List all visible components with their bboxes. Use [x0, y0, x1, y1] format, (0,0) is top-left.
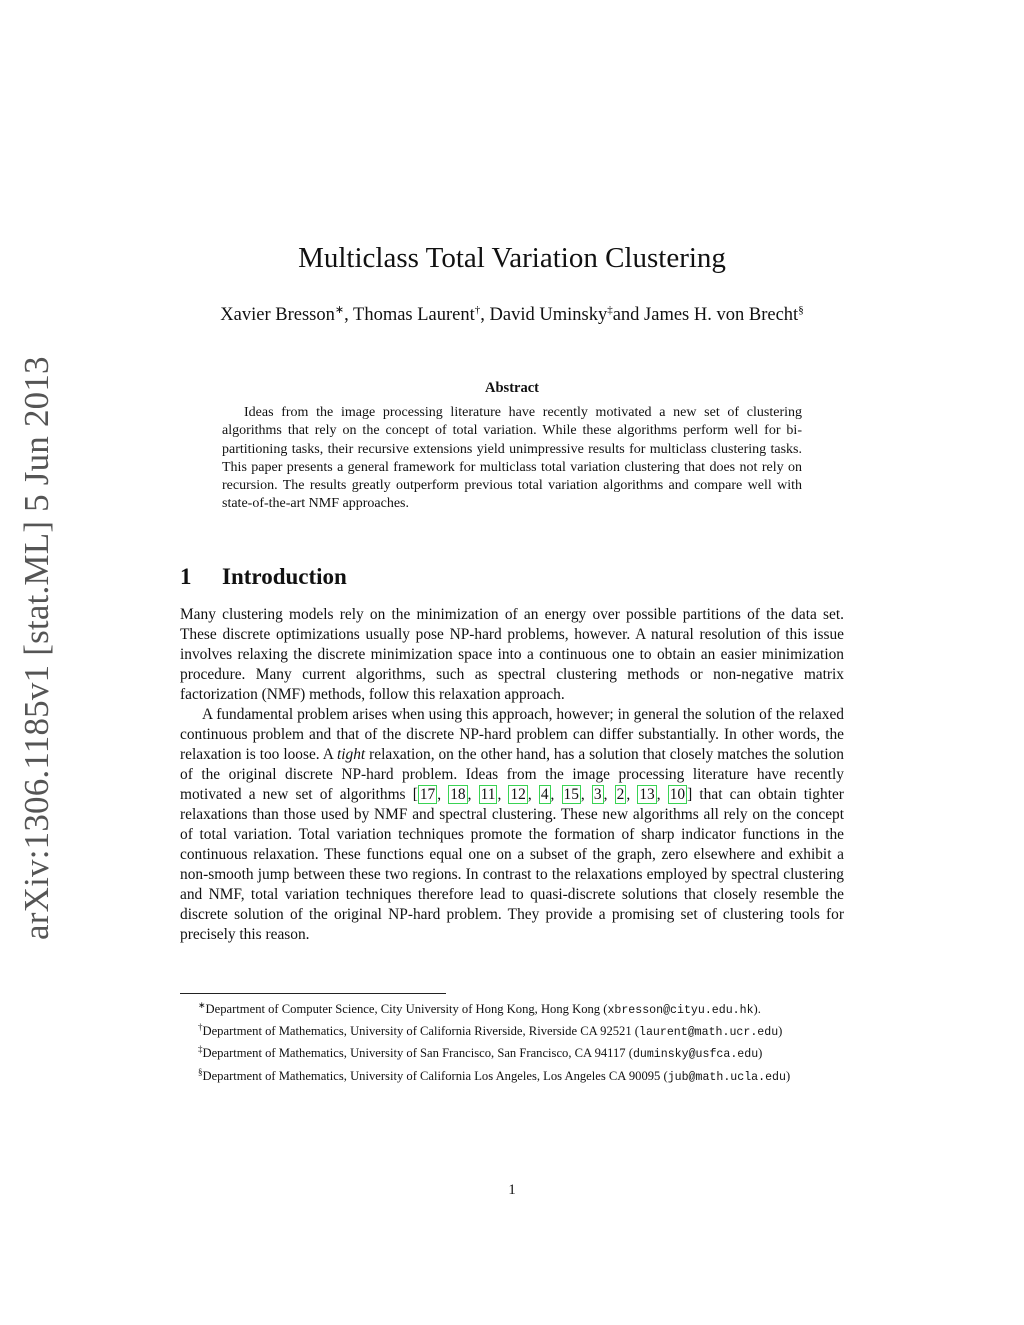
- footnote-tail: ): [758, 1046, 763, 1061]
- emphasis-text: tight: [336, 746, 366, 763]
- footnote-rule: [180, 993, 446, 994]
- paragraph-text: that can obtain tighter relaxations than those used by NMF and spectral clustering. These new algorithms all rely on the concept of total variation. Total variation techniques promote the formation of sharp indicator functions in the continuous relaxation. These functions equal one on a subset of the graph, zero elsewhere and exhibit a non-smooth jump between these two regions. In contrast to the relaxations employed by spectral clustering and NMF, total variation techniques therefore lead to quasi-discrete solutions that closely resemble the discrete solution of the original NP-hard problem. They provide a promising set of clustering tools for precisely this reason.: [180, 786, 844, 943]
- footnote-mark[interactable]: ‡: [607, 304, 613, 316]
- author-name: Xavier Bresson: [220, 305, 335, 325]
- introduction-body: [180, 605, 844, 945]
- citation-link[interactable]: 11: [480, 786, 496, 803]
- footnote-mark[interactable]: ∗: [334, 304, 345, 316]
- citation-bracket: ]: [687, 786, 693, 803]
- citation-link[interactable]: 15: [563, 786, 579, 803]
- email-link[interactable]: xbresson@cityu.edu.hk: [607, 1004, 754, 1017]
- paragraph: [180, 705, 844, 945]
- footnote-mark[interactable]: §: [798, 304, 804, 316]
- footnotes: [180, 997, 844, 1086]
- paragraph-text: relaxation, on the other hand, has a solution that closely matches the solution of the original discrete NP-hard problem. Ideas from the image processing literature have recently motivated a new set of algorithms: [180, 746, 844, 803]
- footnote-mark[interactable]: †: [474, 304, 481, 316]
- footnote: [180, 1019, 844, 1041]
- author-name: Thomas Laurent: [353, 305, 475, 325]
- citation-bracket: [: [412, 786, 418, 803]
- author-name: David Uminsky: [489, 305, 608, 325]
- section-heading: [180, 562, 347, 592]
- author-separator: ,: [480, 305, 490, 325]
- citation-separator: ,: [656, 786, 668, 803]
- email-link[interactable]: jub@math.ucla.edu: [667, 1070, 786, 1084]
- footnote: [180, 1064, 844, 1086]
- citation-link[interactable]: 3: [593, 786, 602, 803]
- citation-link[interactable]: 13: [639, 786, 655, 803]
- footnote: [180, 997, 844, 1019]
- section-number: 1: [180, 564, 192, 589]
- citation-link[interactable]: 17: [419, 786, 436, 803]
- email-link[interactable]: laurent@math.ucr.edu: [639, 1026, 779, 1040]
- paper-title: Multiclass Total Variation Clustering: [298, 242, 726, 274]
- footnote-tail: ): [778, 1024, 783, 1039]
- citation-link[interactable]: 4: [540, 786, 549, 803]
- page-number: 1: [508, 1182, 516, 1198]
- citation-group: [413, 785, 693, 804]
- author-separator: and: [612, 305, 645, 325]
- footnote-text: Department of Computer Science, City University of Hong Kong, Hong Kong (: [205, 1002, 608, 1016]
- email-link[interactable]: duminsky@usfca.edu: [632, 1048, 759, 1062]
- author-name: James H. von Brecht: [644, 305, 799, 325]
- citation-separator: ,: [527, 786, 539, 803]
- footnote-mark: §: [198, 1066, 203, 1077]
- citation-separator: ,: [580, 786, 592, 803]
- footnote-tail: ): [785, 1068, 791, 1083]
- footnote-text: Department of Mathematics, University of San Francisco, San Francisco, CA 94117 (: [202, 1046, 633, 1061]
- citation-separator: ,: [626, 786, 638, 803]
- citation-link[interactable]: 18: [450, 786, 466, 803]
- citation-link[interactable]: 2: [616, 786, 625, 803]
- author-separator: ,: [344, 305, 354, 325]
- footnote-text: Department of Mathematics, University of California Los Angeles, Los Angeles CA 90095 (: [202, 1068, 668, 1083]
- abstract-heading: Abstract: [485, 380, 539, 396]
- abstract-text: Ideas from the image processing literature have recently motivated a new set of clustering algorithms that rely on the concept of total variation. While these algorithms perform well for bi-partitioning tasks, their recursive extensions yield unimpressive results for multiclass clustering tasks. This paper presents a general framework for multiclass total variation clustering that does not rely on recursion. The results greatly outperform previous total variation algorithms and compare well with state-of-the-art NMF approaches.: [222, 405, 802, 512]
- citation-separator: ,: [437, 786, 449, 803]
- paragraph-text: A fundamental problem arises when using this approach, however; in general the solution of the relaxed continuous problem and that of the discrete NP-hard problem can differ substantially. In other words, the relaxation is too loose. A: [180, 706, 844, 763]
- footnote-tail: ).: [753, 1002, 761, 1016]
- citation-separator: ,: [603, 786, 615, 803]
- citation-separator: ,: [550, 786, 562, 803]
- paragraph: Many clustering models rely on the minimization of an energy over possible partitions of the data set. These discrete optimizations usually pose NP-hard problems, however. A natural resolution of this issue involves relaxing the discrete minimization space into a continuous one to obtain an easier minimization procedure. Many current algorithms, such as spectral clustering methods or non-negative matrix factorization (NMF) methods, follow this relaxation approach.: [180, 606, 844, 703]
- citation-separator: ,: [467, 786, 479, 803]
- citation-link[interactable]: 10: [669, 786, 686, 803]
- section-title: Introduction: [222, 564, 347, 589]
- footnote-mark: †: [198, 1022, 203, 1033]
- author-list: [180, 296, 844, 329]
- footnote-mark: ∗: [198, 1000, 206, 1010]
- footnote: [180, 1041, 844, 1063]
- footnote-mark: ‡: [198, 1044, 203, 1055]
- footnote-text: Department of Mathematics, University of California Riverside, Riverside CA 92521 (: [202, 1024, 639, 1039]
- citation-link[interactable]: 12: [510, 786, 526, 803]
- arxiv-identifier-stamp[interactable]: arXiv:1306.1185v1 [stat.ML] 5 Jun 2013: [17, 356, 56, 940]
- citation-separator: ,: [497, 786, 509, 803]
